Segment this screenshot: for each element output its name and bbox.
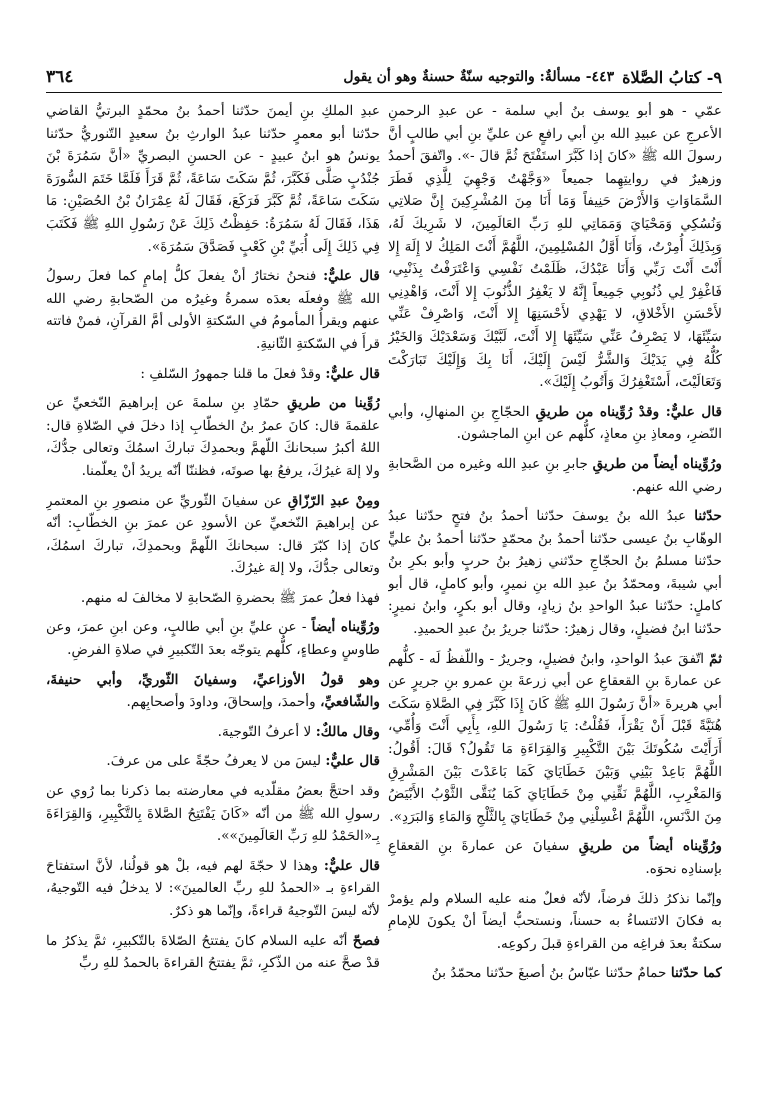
paragraph xyxy=(46,721,380,744)
paragraph xyxy=(388,505,722,641)
paragraph-lead: ومِنْ عبدِ الرّزّاقِ xyxy=(287,492,380,509)
paragraph xyxy=(46,780,380,848)
paragraph-text: حمامٌ حدّثنا عبّاسُ بنُ أصبغَ حدّثنا محمّدُ بنُ xyxy=(431,965,671,982)
paragraph xyxy=(388,835,722,880)
paragraph-lead: قال عليٌّ: xyxy=(323,857,380,874)
left-text-column xyxy=(46,100,380,1090)
paragraph-text: وقدْ فعلَ ما قلنا جمهورُ السّلفِ : xyxy=(140,365,326,382)
paragraph-text: فنحنُ نختارُ أنْ يفعلَ كلُّ إمامٍ كما فعلَ رسولُ الله ﷺ وفعلَه بعدَه سمرةُ وغيرُه من الصّحابةِ رضي الله عنهم ويقرأُ المأمومُ في السّكتةِ الأولى أمَّ القرآنِ، فمنْ فاتته قرأَ في السّكتةِ الثّانيةِ. xyxy=(46,268,380,352)
header-rule xyxy=(46,92,722,93)
paragraph xyxy=(46,100,380,258)
paragraph-text: جابرِ بنِ عبدِ الله وغيره من الصَّحابةِ رضي الله عنهم. xyxy=(388,455,722,495)
paragraph-lead: فصحّ xyxy=(352,932,380,949)
paragraph xyxy=(388,100,722,394)
paragraph-text: عبدِ الملكِ بنِ أيمنَ حدّثنا أحمدُ بنُ محمّدٍ البرتيُّ القاضي حدّثنا أبو معمرٍ حدّثنا عبدُ الوارثِ بنُ سعيدٍ التّنوريُّ حدّثنا يونسُ هو ابنُ عبيدٍ - عن الحسنِ البصريِّ «أنَّ سَمُرَةَ بْنَ جُنْدُبٍ صَلَّى فَكَبَّرَ، ثُمَّ سَكَتَ سَاعَةً، ثُمَّ قَرَأَ فَلَمَّا خَتَمَ السُّورَةَ سَكَتَ سَاعَةً، ثُمَّ كَبَّرَ فَرَكَعَ، فَقَالَ لَهُ عِمْرَانُ بْنُ الحُصَيْنِ: مَا هَذَا، فَقَالَ لَهُ سَمُرَةُ: حَفِظْتُ ذَلِكَ عَنْ رَسُولِ اللهِ ﷺ فَكَتَبَ فِي ذَلِكَ إِلَى أُبَيِّ بْنِ كَعْبٍ فَصَدَّقَ سَمُرَةَ». xyxy=(46,103,380,255)
paragraph-lead: وقال مالكٌ: xyxy=(315,723,380,740)
paragraph-lead: ثمّ xyxy=(709,650,722,667)
paragraph-text: عمّي - هو أبو يوسف بنُ أبي سلمة - عن عبدِ الرحمنِ الأعرجِ عن عبيدِ الله بنِ أبي رافعٍ عن عليِّ بنِ أبي طالبٍ أنَّ رسولَ الله ﷺ «كانَ إذا كَبَّرَ استَفْتَحَ ثُمَّ قالَ -». واتّفقَ أحمدُ وزهيرٌ في روايتِهِما جميعاً «وَجَّهْتُ وَجْهِيَ لِلَّذِي فَطَرَ السَّمَاوَاتِ وَالأَرْضَ حَنِيفاً وَمَا أَنَا مِنَ المُشْرِكِينَ إِنَّ صَلاتِي وَنُسُكِي وَمَحْيَايَ وَمَمَاتِي للهِ رَبِّ العَالَمِينَ، لا شَرِيكَ لَهُ، وَبِذَلِكَ أُمِرْتُ، وَأَنَا أَوَّلُ المُسْلِمِينَ، اللَّهُمَّ أَنْتَ المَلِكُ لا إِلَهَ إِلا أَنْتَ أَنْتَ رَبِّي وَأَنَا عَبْدُكَ، ظَلَمْتُ نَفْسِي وَاعْتَرَفْتُ بِذَنْبِي، فَاغْفِرْ لِي ذُنُوبِي جَمِيعاً إِنَّهُ لا يَغْفِرُ الذُّنُوبَ إِلا أَنْتَ، وَاهْدِنِي لأَحْسَنِ الأَخْلاقِ، لا يَهْدِي لأَحْسَنِهَا إِلا أَنْتَ، وَاصْرِفْ عَنِّي سَيِّئَهَا، لا يَصْرِفُ عَنِّي سَيِّئَهَا إِلا أَنْتَ، لَبَّيْكَ وَسَعْدَيْكَ وَالخَيْرُ كُلُّهُ فِي يَدَيْكَ وَالشَّرُّ لَيْسَ إِلَيْكَ، أَنَا بِكَ وَإِلَيْكَ تَبَارَكْتَ وَتَعَالَيْتَ، أَسْتَغْفِرُكَ وَأَتُوبُ إِلَيْكَ». xyxy=(388,103,722,391)
section-title: ٤٤٣- مسألةٌ: والتوجيه سنّةٌ حسنةٌ وهو أن يقول xyxy=(343,69,615,85)
paragraph-text: عبدُ الله بنُ يوسفَ حدّثنا أحمدُ بنُ فتحٍ حدّثنا عبدُ الوهّابِ بنُ عيسى حدّثنا أحمدُ بنُ محمّدٍ حدّثنا أحمدُ بنُ عليٍّ حدّثنا مسلمُ بنُ الحجّاجِ حدّثني زهيرُ بنُ حربٍ وأبو بكرِ بنُ أبي شيبةَ، ومحمّدُ بنُ عبدِ الله بنِ نميرٍ، وأبو كاملٍ، قال أبو كاملٍ: حدّثنا عبدُ الواحدِ بنُ زيادٍ، وقال أبو بكرٍ، وابنُ نميرٍ: حدّثنا ابنُ فضيلٍ، وقال زهيرٌ: حدّثنا جريرُ بنُ عبدِ الحميدِ. xyxy=(388,508,722,638)
paragraph-text: وقد احتجَّ بعضُ مقلّديه في معارضته بما ذكرنا بما رُوي عن رسولِ الله ﷺ من أنّه «كَانَ يَفْتَتِحُ الصَّلاةَ بِالتَّكْبِيرِ، وَالقِرَاءَةَ بِـ«الحَمْدُ للهِ رَبِّ العَالَمِينَ»». xyxy=(46,783,380,845)
paragraph-text: وهذا لا حجّةَ لهم فيه، بلْ هو قولُنا، لأنَّ استفتاحَ القراءةِ بـ «الحمدُ للهِ ربِّ العالمينَ»: لا يدخلُ فيه التّوجيهُ، لأنّه ليسَ التّوجيهُ قراءةً، وإنّما هو ذكرٌ. xyxy=(46,857,380,919)
paragraph-lead: وهو قولُ الأوزاعيِّ، وسفيانَ الثّوريِّ، وأبي حنيفةَ، والشّافعيِّ، xyxy=(46,671,380,711)
page-number: ٣٦٤ xyxy=(46,67,74,87)
paragraph-text: اتّفقَ عبدُ الواحدِ، وابنُ فضيلٍ، وجريرٌ - واللّفظُ لَه - كلُّهم عن عمارةَ بنِ القعقاعِ عن أبي زرعةَ بنِ عمرو بنِ جريرٍ عن أبي هريرةَ «أنَّ رَسُولَ اللهِ ﷺ كَانَ إِذَا كَبَّرَ فِي الصَّلاةِ سَكَتَ هُنَيَّةً قَبْلَ أَنْ يَقْرَأَ، فَقُلْتُ: يَا رَسُولَ اللهِ، بِأَبِي أَنْتَ وَأُمِّي، أَرَأَيْتَ سُكُوتَكَ بَيْنَ التَّكْبِيرِ وَالقِرَاءَةِ مَا تَقُولُ؟ قَالَ: أَقُولُ: اللَّهُمَّ بَاعِدْ بَيْنِي وَبَيْنَ خَطَايَايَ كَمَا بَاعَدْتَ بَيْنَ المَشْرِقِ وَالمَغْرِبِ، اللَّهُمَّ نَقِّنِي مِنْ خَطَايَايَ كَمَا يُنَقَّى الثَّوْبُ الأَبْيَضُ مِنَ الدَّنَسِ، اللَّهُمَّ اغْسِلْنِي مِنْ خَطَايَايَ بِالثَّلْجِ وَالمَاءِ وَالبَرَدِ». xyxy=(388,650,722,825)
paragraph-lead: كما حدّثنا xyxy=(670,965,722,982)
paragraph-lead: ورُوِّيناه أيضاً من طريقِ xyxy=(592,455,722,472)
paragraph-text: سفيانَ عن عمارةَ بنِ القعقاعِ بإسنادِه نحوَه. xyxy=(388,838,722,877)
paragraph-lead: قال عليٌّ: xyxy=(323,268,380,285)
paragraph xyxy=(46,363,380,386)
page-header xyxy=(46,62,722,92)
paragraph xyxy=(46,855,380,923)
paragraph-text: ليسَ من لا يعرفُ حجّةً على من عرفَ. xyxy=(106,753,326,770)
paragraph-text: أنّه عليه السلام كانَ يفتتحُ الصّلاةَ بالتّكبيرِ، ثمَّ يذكرُ ما قدْ صحَّ عنه من الذّكرِ، ثمَّ يفتتحُ القراءةَ بالحمدُ للهِ ربِّ xyxy=(46,932,380,972)
paragraph-text: فهذا فعلُ عمرَ ﷺ بحضرةِ الصّحابةِ لا مخالفَ له منهم. xyxy=(80,589,380,606)
paragraph xyxy=(46,265,380,355)
paragraph xyxy=(46,750,380,773)
paragraph-lead: قال عليٌّ: xyxy=(325,365,380,382)
paragraph xyxy=(46,616,380,661)
paragraph xyxy=(388,962,722,985)
paragraph-text: الحجّاجِ بنِ المنهالِ، وأبي النّضرِ، ومعاذِ بنِ معاذٍ، كلُّهم عن ابنِ الماجشون. xyxy=(388,403,722,443)
paragraph-text: عن سفيانَ الثّوريِّ عن منصورِ بنِ المعتمرِ عن إبراهيمَ النّخعيِّ عن الأسودِ عن عمرَ بنِ الخطّابِ: أنّه كانَ إذا كبّرَ قال: سبحانكَ اللّهمَّ وبحمدِكَ، تباركَ اسمُكَ، وتعالى جدُّكَ، ولا إلهَ غيرُكَ. xyxy=(46,492,380,577)
paragraph xyxy=(46,669,380,714)
book-title: ٩- كتابُ الصَّلاة xyxy=(622,67,722,87)
paragraph xyxy=(388,401,722,446)
paragraph-text: - عن عليِّ بنِ أبي طالبٍ، وعن ابنِ عمرَ، وعن طاوسٍ وعطاءٍ، كلُّهم يتوجّه بعدَ التّكبيرِ في صلاةِ الفرضِ. xyxy=(46,619,380,659)
right-text-column xyxy=(388,100,722,1090)
paragraph xyxy=(46,490,380,580)
paragraph-lead: قال عليٌّ: وقدْ رُوِّيناه من طريقِ xyxy=(535,403,722,420)
paragraph xyxy=(46,930,380,975)
paragraph xyxy=(46,587,380,610)
paragraph xyxy=(388,888,722,956)
paragraph-lead: ورُوِّيناه أيضاً من طريقِ xyxy=(578,838,722,855)
paragraph-lead: رُوِّينا من طريقِ xyxy=(287,395,380,412)
paragraph-lead: قال عليٌّ: xyxy=(325,753,380,770)
paragraph-text: وأحمدَ، وإسحاقَ، وداودَ وأصحابِهم. xyxy=(126,694,321,711)
paragraph xyxy=(46,392,380,482)
paragraph-lead: ورُوِّيناه أيضاً xyxy=(311,619,380,636)
paragraph-text: حمّادِ بنِ سلمةَ عن إبراهيمَ النّخعيِّ عن علقمةَ قال: كانَ عمرُ بنُ الخطّابِ إذا دخلَ في الصّلاةِ قال: اللهُ أكبرُ سبحانكَ اللّهمَّ وبحمدِكَ تباركَ اسمُكَ وتعالى جدُّكَ، ولا إلهَ غيرُكَ، يرفعُ بها صوتَه، فظننّا أنّه يريدُ أنْ يعلّمنا. xyxy=(46,395,380,479)
paragraph xyxy=(388,453,722,498)
paragraph xyxy=(388,648,722,829)
paragraph-lead: حدّثنا xyxy=(694,508,722,525)
paragraph-text: لا أعرفُ التّوجيهَ. xyxy=(217,723,316,740)
paragraph-text: وإنّما نذكرُ ذلكَ فرضاً، لأنّه فعلٌ منه عليه السلام ولم يؤمرْ به فكانَ الائتساءُ به حسناً، ونستحبُّ أيضاً أنْ يكونَ للإمامِ سكتةٌ بعدَ فراغِه من القراءةِ قبلَ ركوعِه. xyxy=(388,890,722,952)
